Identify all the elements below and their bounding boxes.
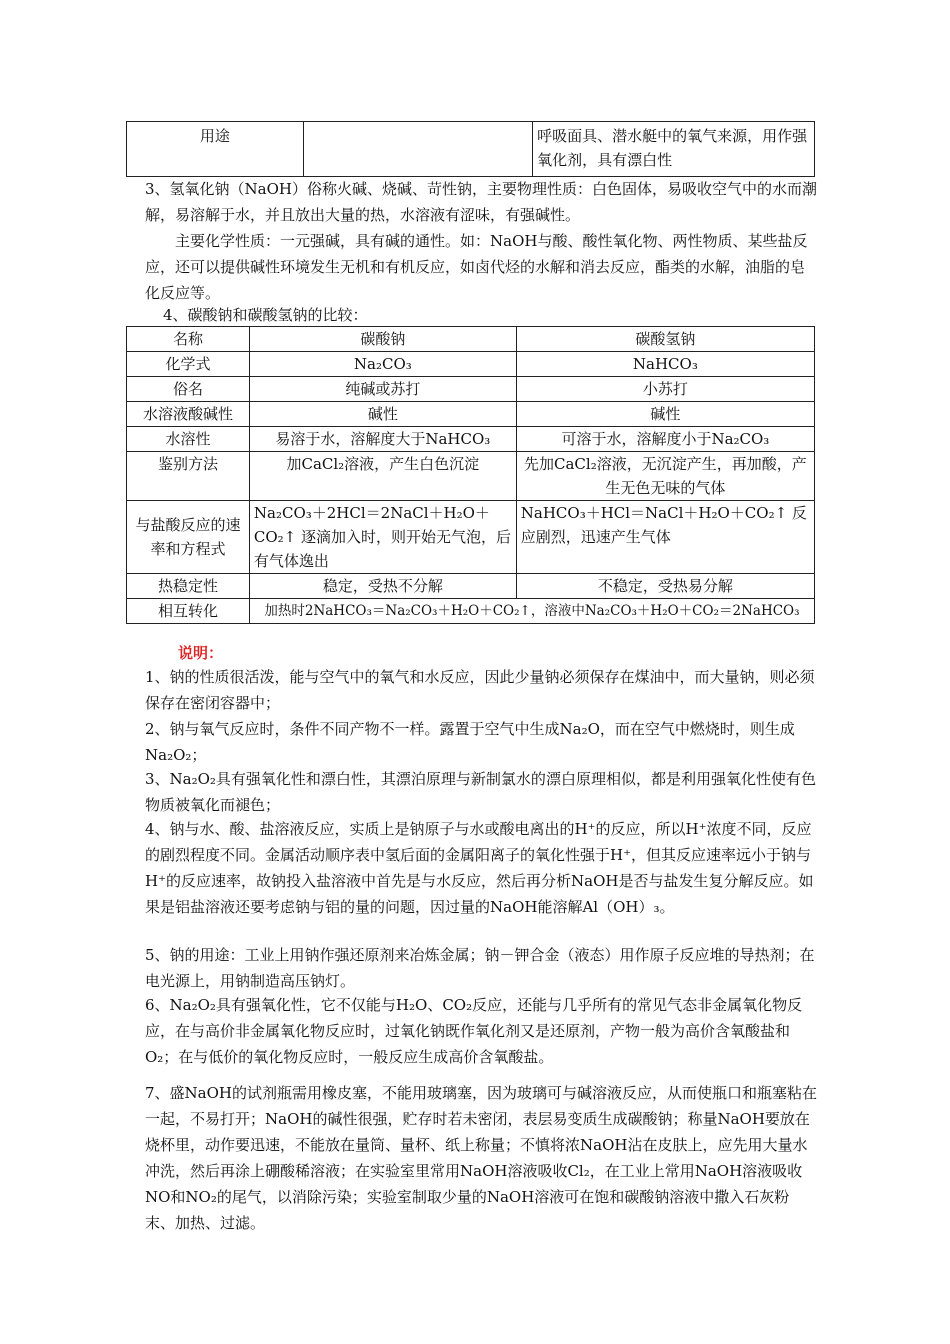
row-cell: 易溶于水，溶解度大于NaHCO₃ bbox=[249, 427, 516, 452]
table-row bbox=[127, 452, 815, 501]
note-item: 2、钠与氧气反应时，条件不同产物不一样。露置于空气中生成Na₂O，而在空气中燃烧时，则生成Na₂O₂； bbox=[145, 720, 795, 764]
row-cell: 可溶于水，溶解度小于Na₂CO₃ bbox=[516, 427, 814, 452]
notes-title: 说明： bbox=[178, 644, 224, 662]
table-header-row bbox=[127, 327, 815, 352]
table-row bbox=[127, 599, 815, 624]
table-row bbox=[127, 352, 815, 377]
paragraph-naoh-physical: 3、氢氧化钠（NaOH）俗称火碱、烧碱、苛性钠，主要物理性质：白色固体，易吸收空气中的水而潮解，易溶解于水，并且放出大量的热，水溶液有涩味，有强碱性。 bbox=[145, 180, 817, 224]
note-item: 6、Na₂O₂具有强氧化性，它不仅能与H₂O、CO₂反应，还能与几乎所有的常见气态非金属氧化物反应，在与高价非金属氧化物反应时，过氧化钠既作氧化剂又是还原剂，产物一般为高价含氧酸盐和O₂；在与低价的氧化物反应时，一般反应生成高价含氧酸盐。 bbox=[145, 996, 803, 1066]
row-cell: 稳定，受热不分解 bbox=[249, 574, 516, 599]
usage-na2o-cell bbox=[303, 122, 532, 177]
row-label: 水溶液酸碱性 bbox=[127, 402, 250, 427]
note-item: 4、钠与水、酸、盐溶液反应，实质上是钠原子与水或酸电离出的H⁺的反应，所以H⁺浓度不同，反应的剧烈程度不同。金属活动顺序表中氢后面的金属阳离子的氧化性强于H⁺，但其反应速率远小于钠与H⁺的反应速率，故钠投入盐溶液中首先是与水反应，然后再分析NaOH是否与盐发生复分解反应。如果是铝盐溶液还要考虑钠与铝的量的问题，因过量的NaOH能溶解Al（OH）₃。 bbox=[145, 820, 814, 916]
conversion-cell: 加热时2NaHCO₃＝Na₂CO₃＋H₂O＋CO₂↑，溶液中Na₂CO₃＋H₂O＋CO₂＝2NaHCO₃ bbox=[249, 599, 814, 624]
usage-na2o2-cell: 呼吸面具、潜水艇中的氧气来源，用作强氧化剂，具有漂白性 bbox=[533, 122, 815, 177]
row-cell: 加CaCl₂溶液，产生白色沉淀 bbox=[249, 452, 516, 501]
note-item: 1、钠的性质很活泼，能与空气中的氧气和水反应，因此少量钠必须保存在煤油中，而大量钠，则必须保存在密闭容器中； bbox=[145, 668, 815, 712]
row-label: 与盐酸反应的速率和方程式 bbox=[127, 501, 250, 574]
note-item: 5、钠的用途：工业上用钠作强还原剂来冶炼金属；钠－钾合金（液态）用作原子反应堆的导热剂；在电光源上，用钠制造高压钠灯。 bbox=[145, 946, 815, 990]
row-cell: 碱性 bbox=[249, 402, 516, 427]
row-cell: NaHCO₃＋HCl＝NaCl＋H₂O＋CO₂↑ 反应剧烈，迅速产生气体 bbox=[516, 501, 814, 574]
row-label: 鉴别方法 bbox=[127, 452, 250, 501]
row-label: 相互转化 bbox=[127, 599, 250, 624]
row-cell: NaHCO₃ bbox=[516, 352, 814, 377]
paragraph-naoh-chemical: 主要化学性质：一元强碱，具有碱的通性。如：NaOH与酸、酸性氧化物、两性物质、某些盐反应，还可以提供碱性环境发生无机和有机反应，如卤代烃的水解和消去反应，酯类的水解，油脂的皂化反应等。 bbox=[145, 232, 808, 302]
header-name: 名称 bbox=[127, 327, 250, 352]
table-row bbox=[127, 122, 815, 177]
row-label: 水溶性 bbox=[127, 427, 250, 452]
table-row bbox=[127, 402, 815, 427]
note-item: 7、盛NaOH的试剂瓶需用橡皮塞，不能用玻璃塞，因为玻璃可与碱溶液反应，从而使瓶口和瓶塞粘在一起，不易打开；NaOH的碱性很强，贮存时若未密闭，表层易变质生成碳酸钠；称量NaOH要放在烧杯里，动作要迅速，不能放在量筒、量杯、纸上称量；不慎将浓NaOH沾在皮肤上，应先用大量水冲洗，然后再涂上硼酸稀溶液；在实验室里常用NaOH溶液吸收Cl₂，在工业上常用NaOH溶液吸收NO和NO₂的尾气，以消除污染；实验室制取少量的NaOH溶液可在饱和碳酸钠溶液中撒入石灰粉末、加热、过滤。 bbox=[145, 1084, 817, 1232]
row-cell: Na₂CO₃＋2HCl＝2NaCl＋H₂O＋CO₂↑ 逐滴加入时，则开始无气泡，后有气体逸出 bbox=[249, 501, 516, 574]
row-cell: 碱性 bbox=[516, 402, 814, 427]
row-label: 俗名 bbox=[127, 377, 250, 402]
table-row bbox=[127, 501, 815, 574]
row-cell: 纯碱或苏打 bbox=[249, 377, 516, 402]
usage-label: 用途 bbox=[127, 122, 304, 177]
paragraph-comparison-heading: 4、碳酸钠和碳酸氢钠的比较： bbox=[163, 306, 368, 324]
row-label: 热稳定性 bbox=[127, 574, 250, 599]
table-row bbox=[127, 427, 815, 452]
header-sodium-carbonate: 碳酸钠 bbox=[249, 327, 516, 352]
header-sodium-bicarbonate: 碳酸氢钠 bbox=[516, 327, 814, 352]
row-cell: 不稳定，受热易分解 bbox=[516, 574, 814, 599]
usage-table bbox=[126, 121, 815, 177]
carbonate-comparison-table bbox=[126, 326, 815, 624]
note-item: 3、Na₂O₂具有强氧化性和漂白性，其漂泊原理与新制氯水的漂白原理相似，都是利用强氧化性使有色物质被氧化而褪色； bbox=[145, 770, 816, 814]
row-cell: 小苏打 bbox=[516, 377, 814, 402]
table-row bbox=[127, 574, 815, 599]
row-cell: 先加CaCl₂溶液，无沉淀产生，再加酸，产生无色无味的气体 bbox=[516, 452, 814, 501]
table-row bbox=[127, 377, 815, 402]
row-label: 化学式 bbox=[127, 352, 250, 377]
row-cell: Na₂CO₃ bbox=[249, 352, 516, 377]
